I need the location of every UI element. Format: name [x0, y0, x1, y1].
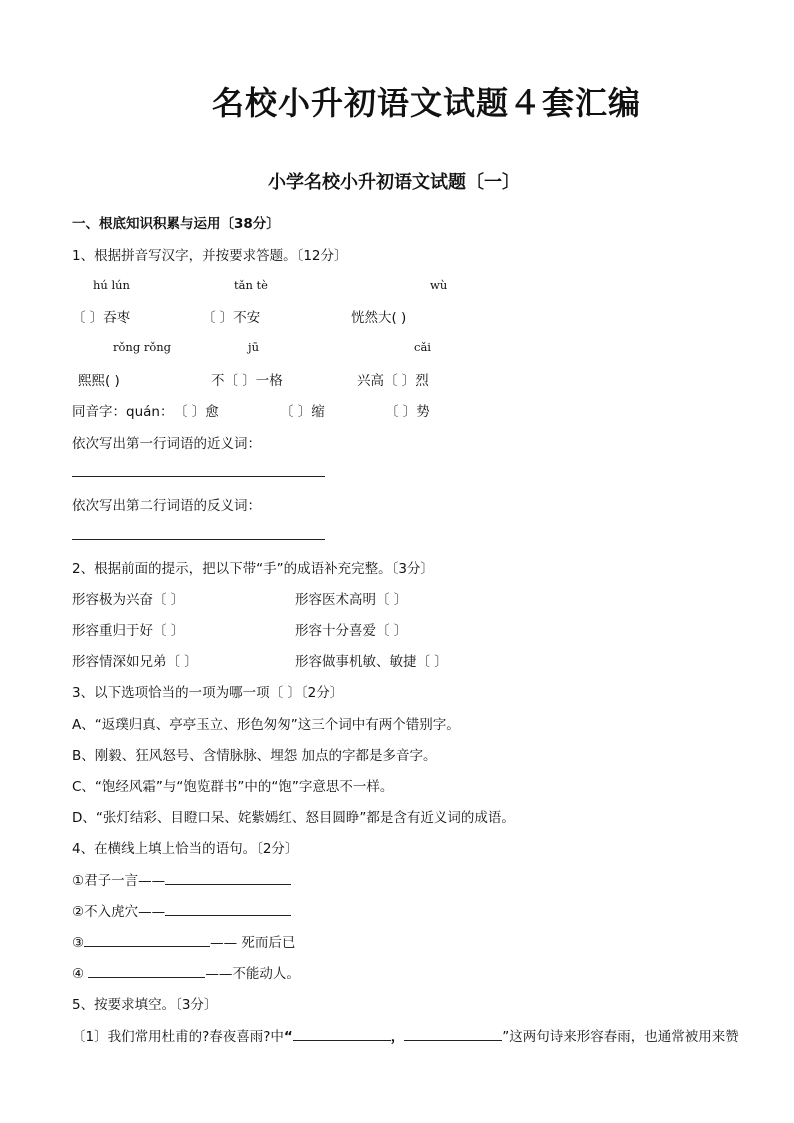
- poem-line-blank-2[interactable]: [404, 1026, 502, 1041]
- idiom-blank-2[interactable]: 形容医术高明〔 〕: [295, 592, 408, 608]
- pinyin-rongrong: rǒng rǒng: [113, 340, 172, 354]
- fill-line-4-suffix: ——不能动人。: [205, 966, 300, 982]
- section-heading: 一、根底知识积累与运用〔38分〕: [72, 216, 280, 232]
- fill-line-4-blank[interactable]: [88, 963, 205, 978]
- idiom-blank-6[interactable]: 形容做事机敏、敏捷〔 〕: [295, 654, 448, 670]
- idiom-blank-1[interactable]: 形容极为兴奋〔 〕: [72, 592, 185, 608]
- fill-line-4-marker: ④: [72, 966, 85, 982]
- antonym-answer-line[interactable]: [72, 539, 325, 540]
- q5-line-1: [72, 1025, 739, 1045]
- question-5-stem: 5、按要求填空。〔3分〕: [72, 997, 218, 1013]
- blank-row1-item2[interactable]: 〔 〕不安: [202, 310, 261, 326]
- idiom-blank-4[interactable]: 形容十分喜爱〔 〕: [295, 623, 408, 639]
- idiom-blank-5[interactable]: 形容情深如兄弟〔 〕: [72, 654, 198, 670]
- exam-subtitle: 小学名校小升初语文试题〔一〕: [268, 172, 520, 193]
- fill-line-1-prompt: ①君子一言——: [72, 873, 166, 889]
- homophone-blank-1[interactable]: 〔 〕愈: [174, 404, 219, 420]
- fill-line-4: [72, 962, 300, 982]
- poem-line-blank-1[interactable]: [293, 1026, 391, 1041]
- fill-line-1-blank[interactable]: [165, 870, 291, 885]
- fill-line-2: [72, 900, 291, 920]
- fill-line-2-prompt: ②不入虎穴——: [72, 904, 166, 920]
- fill-line-3-blank[interactable]: [84, 932, 210, 947]
- homophone-blank-2[interactable]: 〔 〕缩: [280, 404, 325, 420]
- blank-row1-item3[interactable]: 恍然大( ): [351, 310, 407, 326]
- pinyin-wu: wù: [430, 278, 448, 292]
- synonym-prompt: 依次写出第一行词语的近义词：: [72, 436, 261, 452]
- question-4-stem: 4、在横线上填上恰当的语句。〔2分〕: [72, 841, 299, 857]
- fill-line-3-suffix: —— 死而后已: [210, 935, 296, 951]
- open-quote: “: [283, 1029, 293, 1045]
- option-b[interactable]: B、刚毅、狂风怒号、含情脉脉、埋怨 加点的字都是多音字。: [72, 748, 437, 764]
- document-title: 名校小升初语文试题４套汇编: [212, 84, 642, 122]
- fill-line-3-marker: ③: [72, 935, 85, 951]
- synonym-answer-line[interactable]: [72, 476, 325, 477]
- fill-line-3: [72, 931, 295, 951]
- fill-line-2-blank[interactable]: [165, 901, 291, 916]
- option-a[interactable]: A、“返璞归真、亭亭玉立、形色匆匆”这三个词中有两个错别字。: [72, 717, 460, 733]
- homophone-label: 同音字：quán：: [72, 404, 174, 420]
- antonym-prompt: 依次写出第二行词语的反义词：: [72, 498, 261, 514]
- comma: ，: [390, 1029, 405, 1045]
- homophone-blank-3[interactable]: 〔 〕势: [385, 404, 430, 420]
- q5-line-1-text: 〔1〕我们常用杜甫的?春夜喜雨?中: [72, 1029, 284, 1045]
- idiom-blank-3[interactable]: 形容重归于好〔 〕: [72, 623, 185, 639]
- blank-row2-item2[interactable]: 不〔 〕一格: [211, 373, 283, 389]
- pinyin-tante: tǎn tè: [234, 278, 268, 292]
- question-1-stem: 1、根据拼音写汉字，并按要求答题。〔12分〕: [72, 248, 348, 264]
- blank-row1-item1[interactable]: 〔 〕吞枣: [72, 310, 131, 326]
- question-3-stem: 3、以下选项恰当的一项为哪一项〔 〕〔2分〕: [72, 685, 344, 701]
- blank-row2-item3[interactable]: 兴高〔 〕烈: [357, 373, 429, 389]
- pinyin-hulun: hú lún: [93, 278, 130, 292]
- option-c[interactable]: C、“饱经风霜”与“饱览群书”中的“饱”字意思不一样。: [72, 779, 394, 795]
- fill-line-1: [72, 869, 291, 889]
- option-d[interactable]: D、“张灯结彩、目瞪口呆、姹紫嫣红、怒目圆睁”都是含有近义词的成语。: [72, 810, 515, 826]
- pinyin-cai: cǎi: [414, 340, 431, 354]
- q5-line-1-ending: ”这两句诗来形容春雨，也通常被用来赞: [502, 1029, 739, 1045]
- question-2-stem: 2、根据前面的提示，把以下带“手”的成语补充完整。〔3分〕: [72, 561, 434, 577]
- pinyin-ju: jū: [248, 340, 259, 354]
- blank-row2-item1[interactable]: 熙熙( ): [78, 373, 120, 389]
